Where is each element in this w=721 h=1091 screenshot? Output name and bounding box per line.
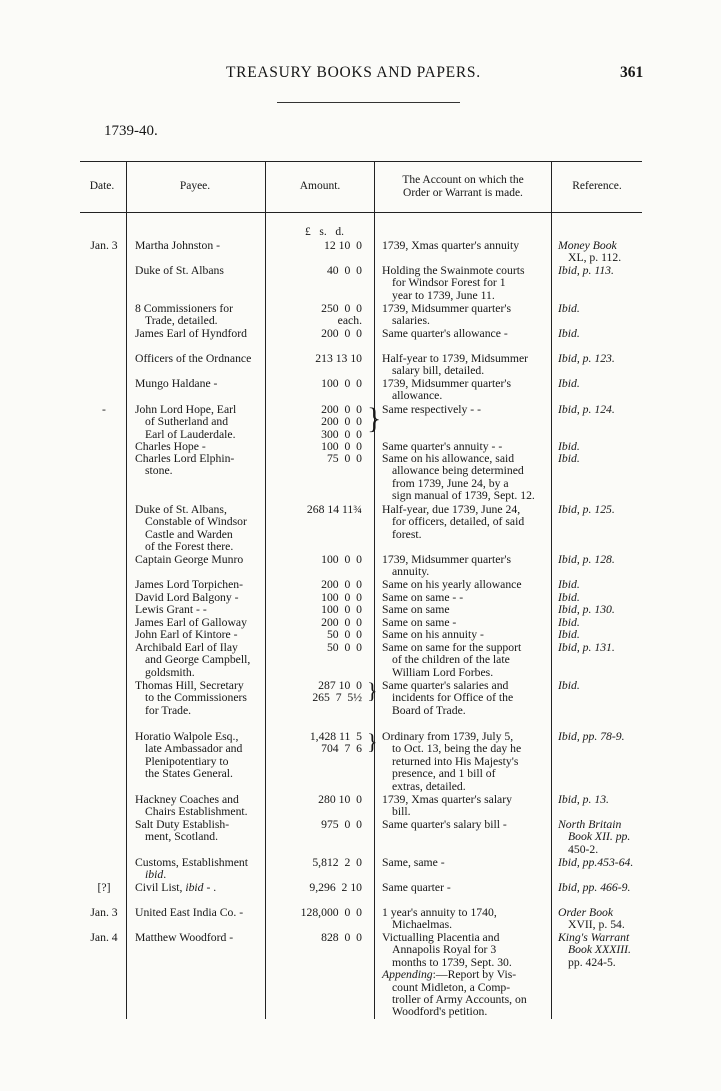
reference-line: King's Warrant [558, 931, 630, 944]
account-line: Same on same - [382, 616, 457, 629]
account-line: Half-year, due 1739, June 24, [382, 503, 521, 516]
entry-account [382, 794, 546, 819]
amount-line: 5,812 2 0 [312, 856, 362, 869]
column-header-amount: Amount. [299, 180, 341, 192]
amount-line: 1,428 11 5 [309, 730, 362, 743]
amount-line: 287 10 0 [318, 679, 362, 692]
entry-amount [268, 303, 374, 328]
payee-line: Officers of the Ordnance [135, 352, 252, 365]
account-line: troller of Army Accounts, on [392, 993, 527, 1007]
payee-line: Archibald Earl of Ilay [135, 641, 238, 654]
entry-payee [135, 680, 263, 717]
payee-line: Plenipotentiary to [145, 754, 229, 768]
reference-line: 450-2. [568, 842, 599, 856]
entry-payee [135, 819, 263, 844]
account-line: returned into His Majesty's [392, 754, 519, 768]
entry-amount [268, 404, 374, 441]
column-header-payee: Payee. [179, 180, 211, 192]
amount-line: 280 10 0 [318, 793, 362, 806]
brace: } [367, 729, 378, 754]
header-rule [277, 102, 460, 103]
reference-line: Ibid, p. 128. [558, 553, 615, 566]
entry-reference [558, 604, 676, 616]
account-line: Same on same - - [382, 591, 464, 604]
amount-line: 50 0 0 [326, 628, 362, 641]
account-line: William Lord Forbes. [392, 665, 494, 679]
reference-line: Ibid, pp. 466-9. [558, 881, 631, 894]
account-line: Same on same [382, 603, 450, 616]
amount-line: 100 0 0 [321, 377, 362, 390]
reference-line: Money Book [558, 239, 617, 252]
payee-line: Salt Duty Establish- [135, 818, 230, 831]
payee-line: Customs, Establishment [135, 856, 248, 869]
entry-account [382, 857, 546, 869]
account-line: incidents for Office of the [392, 691, 514, 705]
entry-account [382, 731, 546, 793]
entry-amount [268, 240, 374, 252]
entry-account [382, 554, 546, 579]
account-line: Half-year to 1739, Midsummer [382, 352, 529, 365]
amount-line: 128,000 0 0 [300, 906, 362, 919]
entry-amount [268, 378, 374, 390]
reference-line: Ibid. [558, 452, 580, 465]
payee-line: Captain George Munro [135, 553, 244, 566]
amount-line: 200 0 0 [321, 415, 362, 429]
entry-account [382, 907, 546, 932]
entry-reference [558, 819, 676, 856]
reference-line: Ibid, pp.453-64. [558, 856, 634, 869]
column-divider [374, 161, 375, 1019]
account-header-line: Order or Warrant is made. [403, 187, 523, 199]
amount-line: 265 7 5½ [312, 691, 362, 705]
entry-reference [558, 579, 676, 591]
column-header-reference: Reference. [572, 180, 622, 192]
entry-reference [558, 378, 676, 390]
amount-line: each. [320, 314, 362, 328]
account-line: to Oct. 13, being the day he [392, 742, 522, 756]
entry-account [382, 265, 546, 302]
currency-header: £ s. d. [305, 226, 344, 238]
payee-line: James Earl of Hyndford [135, 327, 247, 340]
account-line: Same on his allowance, said [382, 452, 515, 465]
account-line: 1739, Midsummer quarter's [382, 302, 512, 315]
entry-date: Jan. 3 [90, 906, 118, 919]
account-line: Woodford's petition. [392, 1005, 488, 1019]
account-line: Michaelmas. [392, 918, 453, 932]
entry-payee [135, 554, 263, 566]
payee-line: Chairs Establishment. [145, 805, 248, 819]
entry-payee [135, 265, 263, 277]
amount-line: 50 0 0 [326, 641, 362, 654]
account-line: 1739, Xmas quarter's annuity [382, 239, 520, 252]
payee-line: Hackney Coaches and [135, 793, 239, 806]
entry-reference [558, 265, 676, 277]
account-line: extras, detailed. [392, 779, 466, 793]
column-divider [265, 161, 266, 1019]
account-line: Same respectively - - [382, 403, 481, 416]
entry-amount [268, 731, 374, 756]
payee-line: ibid. [145, 868, 167, 882]
reference-line: Ibid, p. 113. [558, 264, 614, 277]
entry-account [382, 882, 546, 894]
account-line: allowance being determined [392, 464, 524, 478]
entry-amount [268, 554, 374, 566]
amount-line: 200 0 0 [321, 578, 362, 591]
payee-line: Thomas Hill, Secretary [135, 679, 244, 692]
payee-line: the States General. [145, 767, 233, 781]
entry-reference [558, 907, 676, 932]
entry-reference [558, 303, 676, 315]
amount-line: 828 0 0 [321, 931, 362, 944]
reference-line: XL, p. 112. [568, 251, 622, 265]
account-line: presence, and 1 bill of [392, 767, 496, 781]
account-header-line: The Account on which the [402, 174, 524, 186]
entry-account [382, 453, 546, 503]
account-line: months to 1739, Sept. 30. [392, 955, 512, 969]
amount-line: 200 0 0 [321, 616, 362, 629]
amount-line: 250 0 0 [321, 302, 362, 315]
account-line: Same on his yearly allowance [382, 578, 522, 591]
entry-reference [558, 642, 676, 654]
entry-amount [268, 794, 374, 806]
account-line: Holding the Swainmote courts [382, 264, 525, 277]
entry-account [382, 579, 546, 591]
entry-reference [558, 794, 676, 806]
account-line: year to 1739, June 11. [392, 288, 495, 302]
entry-account [382, 303, 546, 328]
payee-line: and George Campbell, [145, 653, 251, 667]
reference-line: Ibid. [558, 327, 580, 340]
account-line: 1 year's annuity to 1740, [382, 906, 497, 919]
payee-line: for Trade. [145, 703, 192, 717]
entry-amount [268, 604, 374, 616]
reference-line: Ibid, p. 124. [558, 403, 615, 416]
amount-line: 100 0 0 [321, 603, 362, 616]
payee-line: Mungo Haldane - [135, 377, 218, 390]
account-line: Same on same for the support [382, 641, 522, 654]
payee-line: Charles Lord Elphin- [135, 452, 235, 465]
account-line: count Midleton, a Comp- [392, 980, 511, 994]
entry-payee [135, 857, 263, 882]
account-line: salaries. [392, 314, 430, 328]
amount-line: 100 0 0 [321, 440, 362, 453]
entry-date: Jan. 3 [90, 239, 118, 252]
account-line: 1739, Midsummer quarter's [382, 377, 512, 390]
entry-reference [558, 629, 676, 641]
entry-payee [135, 353, 263, 365]
amount-line: 200 0 0 [321, 327, 362, 340]
entry-amount [268, 680, 374, 705]
entry-reference [558, 554, 676, 566]
payee-line: James Earl of Galloway [135, 616, 247, 629]
entry-reference [558, 504, 676, 516]
account-line: Appending:—Report by Vis- [382, 968, 517, 982]
account-line: Same quarter's salaries and [382, 679, 509, 692]
entry-payee [135, 794, 263, 819]
entry-reference [558, 453, 676, 465]
entry-amount [268, 504, 374, 516]
reference-line: Ibid, p. 125. [558, 503, 615, 516]
entry-account [382, 378, 546, 403]
reference-line: North Britain [558, 818, 622, 831]
reference-line: Ibid. [558, 440, 580, 453]
amount-line: 40 0 0 [326, 264, 362, 277]
entry-payee [135, 504, 263, 554]
account-line: from 1739, June 24, by a [392, 476, 509, 490]
reference-line: XVII, p. 54. [568, 918, 625, 932]
entry-amount [268, 907, 374, 919]
entry-reference [558, 731, 676, 743]
entry-reference [558, 240, 676, 265]
reference-line: Ibid. [558, 616, 580, 629]
entry-amount [268, 629, 374, 641]
amount-line: 200 0 0 [321, 403, 362, 416]
entry-payee [135, 303, 263, 328]
amount-line: 975 0 0 [321, 818, 362, 831]
entry-reference [558, 882, 676, 894]
entry-amount [268, 642, 374, 654]
amount-line: 9,296 2 10 [309, 881, 362, 894]
account-line: Same quarter's salary bill - [382, 818, 507, 831]
account-line: 1739, Xmas quarter's salary [382, 793, 512, 806]
entry-payee [135, 404, 263, 441]
entry-payee [135, 882, 263, 894]
payee-line: Duke of St. Albans, [135, 503, 227, 516]
payee-line: John Earl of Kintore - [135, 628, 238, 641]
payee-line: Duke of St. Albans [135, 264, 224, 277]
reference-line: Ibid, p. 131. [558, 641, 615, 654]
account-line: Ordinary from 1739, July 5, [382, 730, 514, 743]
account-line: Victualling Placentia and [382, 931, 500, 944]
payee-line: Horatio Walpole Esq., [135, 730, 239, 743]
account-line: bill. [392, 805, 411, 819]
entry-payee [135, 604, 263, 616]
payee-line: Earl of Lauderdale. [145, 427, 236, 441]
reference-line: Book XII. pp. [568, 830, 631, 844]
entry-reference [558, 932, 676, 969]
amount-line: 100 0 0 [321, 591, 362, 604]
year-heading: 1739-40. [104, 123, 158, 139]
entry-account [382, 604, 546, 616]
payee-line: to the Commissioners [145, 691, 247, 705]
amount-line: 75 0 0 [326, 452, 362, 465]
entry-reference [558, 680, 676, 692]
account-line: salary bill, detailed. [392, 364, 485, 378]
entry-payee [135, 579, 263, 591]
entry-payee [135, 642, 263, 679]
reference-line: Ibid. [558, 302, 580, 315]
column-divider [126, 161, 127, 1019]
entry-account [382, 353, 546, 378]
entry-amount [268, 932, 374, 944]
entry-account [382, 629, 546, 641]
entry-reference [558, 857, 676, 869]
header-bottom-rule [80, 212, 642, 213]
entry-payee [135, 907, 263, 919]
payee-line: Constable of Windsor [145, 515, 247, 529]
reference-line: Ibid. [558, 377, 580, 390]
amount-line: 300 0 0 [321, 427, 362, 441]
payee-line: David Lord Balgony - [135, 591, 239, 604]
table-top-rule [80, 161, 642, 162]
entry-amount [268, 265, 374, 277]
account-line: for officers, detailed, of said [392, 515, 525, 529]
reference-line: Ibid. [558, 628, 580, 641]
amount-line: 100 0 0 [321, 553, 362, 566]
payee-line: Castle and Warden [145, 527, 233, 541]
column-header-account [378, 174, 548, 200]
payee-line: Martha Johnston - [135, 239, 221, 252]
payee-line: 8 Commissioners for [135, 302, 234, 315]
amount-line: 213 13 10 [315, 352, 362, 365]
account-line: Same, same - [382, 856, 445, 869]
entry-amount [268, 857, 374, 869]
entry-account [382, 240, 546, 252]
entry-account [382, 642, 546, 679]
payee-line: James Lord Torpichen- [135, 578, 244, 591]
entry-amount [268, 579, 374, 591]
payee-line: stone. [145, 464, 173, 478]
account-line: Same quarter's allowance - [382, 327, 508, 340]
account-line: annuity. [392, 565, 430, 579]
entry-reference [558, 328, 676, 340]
entry-account [382, 404, 546, 416]
payee-line: late Ambassador and [145, 742, 243, 756]
entry-amount [268, 882, 374, 894]
account-line: Annapolis Royal for 3 [392, 943, 497, 957]
account-line: Board of Trade. [392, 703, 466, 717]
payee-line: of Sutherland and [145, 415, 229, 429]
account-line: sign manual of 1739, Sept. 12. [392, 489, 535, 503]
payee-line: of the Forest there. [145, 540, 234, 554]
entry-amount [268, 353, 374, 365]
column-divider [551, 161, 552, 1019]
account-line: Same quarter - [382, 881, 451, 894]
running-head: TREASURY BOOKS AND PAPERS. [226, 64, 481, 81]
entry-account [382, 932, 546, 1019]
account-line: Same on his annuity - [382, 628, 484, 641]
payee-line: United East India Co. - [135, 906, 244, 919]
column-header-date: Date. [89, 180, 115, 192]
entry-account [382, 328, 546, 340]
entry-payee [135, 453, 263, 478]
entry-payee [135, 240, 263, 252]
entry-date: [?] [97, 881, 111, 894]
amount-line: 268 14 11¾ [306, 503, 362, 516]
account-line: forest. [392, 527, 422, 541]
entry-amount [268, 453, 374, 465]
payee-line: ment, Scotland. [145, 830, 219, 844]
reference-line: Order Book [558, 906, 614, 919]
reference-line: Ibid, pp. 78-9. [558, 730, 625, 743]
amount-line: 12 10 0 [324, 239, 362, 252]
entry-account [382, 819, 546, 831]
account-line: 1739, Midsummer quarter's [382, 553, 512, 566]
reference-line: Ibid, p. 13. [558, 793, 609, 806]
payee-line: Civil List, ibid - . [135, 881, 217, 894]
entry-reference [558, 353, 676, 365]
entry-date: Jan. 4 [90, 931, 118, 944]
payee-line: Trade, detailed. [145, 314, 218, 328]
reference-line: Ibid, p. 123. [558, 352, 615, 365]
account-line: allowance. [392, 389, 443, 403]
payee-line: Matthew Woodford - [135, 931, 234, 944]
reference-line: Ibid. [558, 679, 580, 692]
entry-payee [135, 378, 263, 390]
payee-line: goldsmith. [145, 665, 195, 679]
entry-amount [268, 328, 374, 340]
brace: } [367, 678, 378, 703]
account-line: Same quarter's annuity - - [382, 440, 503, 453]
entry-amount [268, 819, 374, 831]
entry-payee [135, 731, 263, 781]
page-number: 361 [620, 64, 644, 81]
entry-reference [558, 404, 676, 416]
payee-line: John Lord Hope, Earl [135, 403, 237, 416]
entry-account [382, 504, 546, 541]
entry-payee [135, 629, 263, 641]
amount-line: 704 7 6 [315, 742, 362, 756]
payee-line: Charles Hope - [135, 440, 206, 453]
entry-payee [135, 328, 263, 340]
payee-line: Lewis Grant - - [135, 603, 207, 616]
account-line: for Windsor Forest for 1 [392, 276, 506, 290]
reference-line: pp. 424-5. [568, 955, 616, 969]
reference-line: Ibid, p. 130. [558, 603, 615, 616]
reference-line: Ibid. [558, 591, 580, 604]
entry-date: - [102, 403, 106, 416]
entry-payee [135, 932, 263, 944]
account-line: of the children of the late [392, 653, 510, 667]
reference-line: Ibid. [558, 578, 580, 591]
entry-account [382, 680, 546, 717]
reference-line: Book XXXIII. [568, 943, 631, 957]
brace: } [367, 402, 382, 435]
